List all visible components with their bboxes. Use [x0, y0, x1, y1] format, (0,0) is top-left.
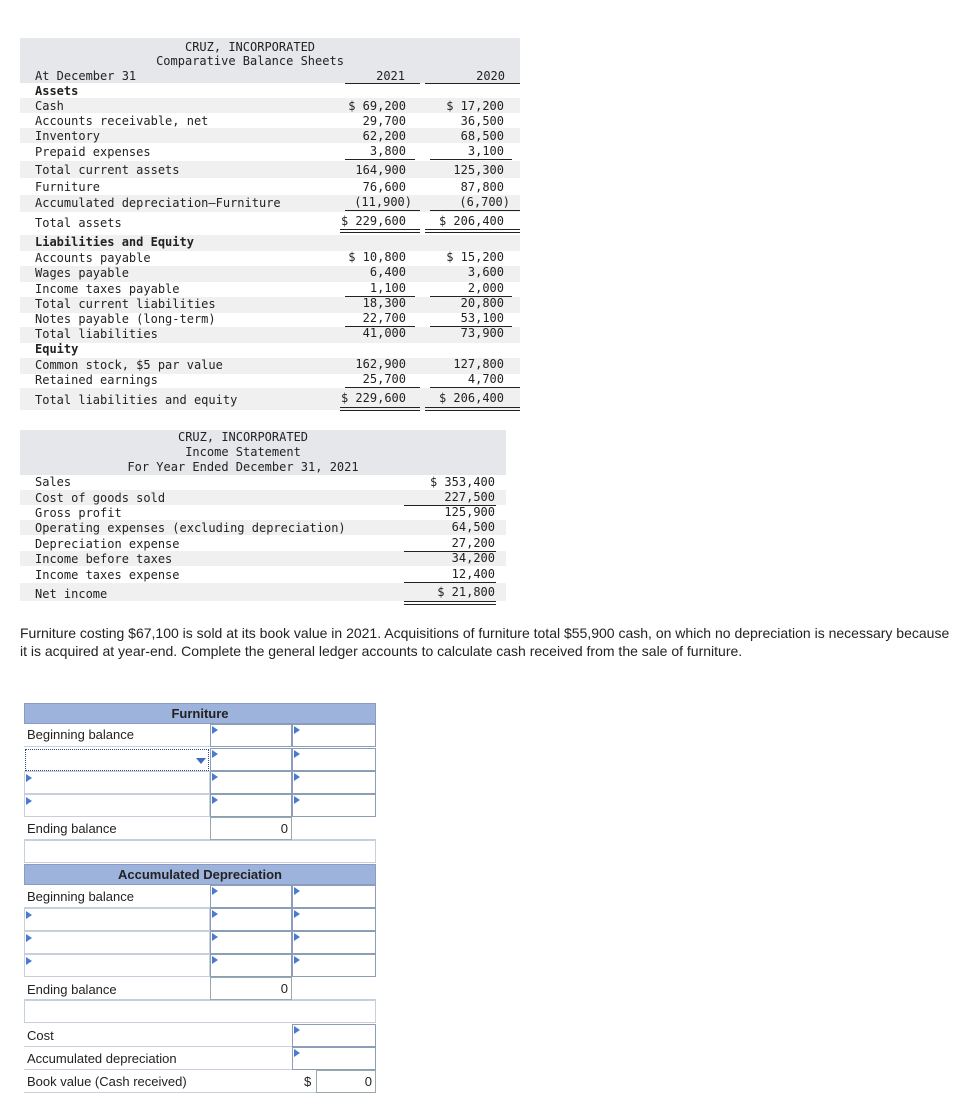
cash-label: Cash [35, 99, 64, 113]
re-label: Retained earnings [35, 373, 158, 387]
tl-label: Total liabilities [35, 327, 158, 341]
gp-label: Gross profit [35, 506, 122, 520]
np-2021: 22,700 [362, 311, 406, 325]
instructions-text: Furniture costing $67,100 is sold at its book value in 2021. Acquisitions of furniture total $55,900 cash, on which no depreciation is necessary because it is acquired at year-end. Complete the general ledger accounts to calculate cash received from the sale of furniture. [20, 625, 950, 659]
accdep-entry-1-credit[interactable] [292, 908, 376, 931]
prepaid-label: Prepaid expenses [35, 145, 151, 159]
wages-2020: 3,600 [467, 265, 504, 279]
furniture-entry-3-credit[interactable] [292, 794, 376, 817]
ni-value: $ 21,800 [437, 585, 495, 599]
accumulated-depreciation-label: Accumulated depreciation [27, 1051, 177, 1066]
furniture-beginning-label: Beginning balance [27, 727, 134, 742]
ar-label: Accounts receivable, net [35, 114, 209, 128]
tca-label: Total current assets [35, 163, 180, 177]
tcl-2020: 20,800 [460, 296, 504, 310]
ta-2021: $ 229,600 [340, 214, 406, 228]
accdep-entry-2-account[interactable] [24, 931, 210, 954]
inventory-2020: 68,500 [460, 129, 504, 143]
accdep-ledger [24, 864, 376, 1024]
furniture-label: Furniture [35, 180, 101, 194]
wages-label: Wages payable [35, 266, 129, 280]
book-value-summary [24, 1024, 376, 1094]
cs-2021: 162,900 [355, 357, 406, 371]
sales-value: $ 353,400 [429, 475, 495, 489]
np-2020: 53,100 [460, 311, 504, 325]
furniture-ledger-title: Furniture [24, 703, 376, 724]
is-period: For Year Ended December 31, 2021 [127, 460, 359, 474]
furniture-beginning-debit[interactable] [210, 724, 292, 747]
accdep-2020: (6,700) [459, 195, 510, 209]
cost-label: Cost [27, 1028, 54, 1043]
cash-2020: $ 17,200 [446, 99, 504, 113]
furniture-ending-label: Ending balance [27, 821, 117, 836]
tl-2020: 73,900 [460, 326, 504, 340]
tca-2020: 125,300 [453, 163, 504, 177]
ite-label: Income taxes expense [35, 568, 180, 582]
tle-2020: $ 206,400 [438, 391, 504, 405]
re-2020: 4,700 [467, 372, 504, 386]
cash-2021: $ 69,200 [348, 99, 406, 113]
tl-2021: 41,000 [362, 326, 406, 340]
ibt-label: Income before taxes [35, 552, 173, 566]
currency-symbol: $ [304, 1074, 312, 1089]
chevron-down-icon [196, 758, 206, 764]
accdep-beginning-debit[interactable] [210, 885, 292, 908]
opex-label: Operating expenses (excluding depreciation) [35, 521, 346, 535]
accdep-2021: (11,900) [354, 195, 412, 209]
ni-label: Net income [35, 587, 108, 601]
furniture-2021: 76,600 [362, 180, 406, 194]
accdep-beginning-credit[interactable] [292, 885, 376, 908]
is-title: Income Statement [185, 445, 301, 459]
bs-col-2020: 2020 [476, 69, 505, 83]
is-company: CRUZ, INCORPORATED [177, 430, 309, 444]
dep-label: Depreciation expense [35, 537, 180, 551]
cogs-label: Cost of goods sold [35, 491, 166, 505]
ar-2020: 36,500 [460, 114, 504, 128]
accdep-entry-3-debit[interactable] [210, 954, 292, 977]
accdep-entry-3-credit[interactable] [292, 954, 376, 977]
furniture-ending-amount: 0 [280, 821, 288, 836]
accdep-ending-amount: 0 [280, 981, 288, 996]
ap-2020: $ 15,200 [446, 250, 504, 264]
accdep-ending-value [210, 977, 292, 1000]
accdep-label: Accumulated depreciation—Furniture [35, 196, 281, 210]
furniture-entry-2-debit[interactable] [210, 771, 292, 794]
ar-2021: 29,700 [362, 114, 406, 128]
accdep-entry-2-debit[interactable] [210, 931, 292, 954]
le-header: Liabilities and Equity [35, 235, 194, 249]
tcl-label: Total current liabilities [35, 297, 216, 311]
ibt-value: 34,200 [451, 551, 495, 565]
ta-2020: $ 206,400 [438, 214, 504, 228]
furniture-entry-3-account[interactable] [24, 794, 210, 817]
furniture-beginning-credit[interactable] [292, 724, 376, 747]
accdep-entry-1-account[interactable] [24, 908, 210, 931]
ap-label: Accounts payable [35, 251, 151, 265]
cs-2020: 127,800 [453, 357, 504, 371]
accdep-ending-label: Ending balance [27, 982, 117, 997]
itp-label: Income taxes payable [35, 282, 180, 296]
cost-input[interactable] [292, 1024, 376, 1047]
accdep-beginning-label: Beginning balance [27, 889, 134, 904]
bs-col-2021: 2021 [376, 69, 405, 83]
accdep-entry-3-account[interactable] [24, 954, 210, 977]
furniture-entry-2-account[interactable] [24, 771, 210, 794]
prepaid-2021: 3,800 [369, 144, 406, 158]
accdep-entry-2-credit[interactable] [292, 931, 376, 954]
book-value-output [316, 1070, 376, 1093]
furniture-ledger [24, 703, 376, 863]
inventory-2021: 62,200 [362, 129, 406, 143]
cogs-value: 227,500 [444, 490, 495, 504]
tcl-2021: 18,300 [362, 296, 406, 310]
prepaid-2020: 3,100 [467, 144, 504, 158]
tle-2021: $ 229,600 [340, 391, 406, 405]
furniture-entry-2-credit[interactable] [292, 771, 376, 794]
opex-value: 64,500 [451, 520, 495, 534]
furniture-entry-1-dropdown[interactable] [25, 749, 209, 771]
furniture-entry-3-debit[interactable] [210, 794, 292, 817]
wages-2021: 6,400 [369, 265, 406, 279]
furniture-entry-1-credit[interactable] [292, 748, 376, 771]
dep-value: 27,200 [451, 536, 495, 550]
accdep-ledger-title: Accumulated Depreciation [24, 864, 376, 885]
ta-label: Total assets [35, 216, 122, 230]
itp-2021: 1,100 [369, 281, 406, 295]
bs-date-label: At December 31 [35, 69, 137, 83]
ap-2021: $ 10,800 [348, 250, 406, 264]
ite-value: 12,400 [451, 567, 495, 581]
accumulated-depreciation-input[interactable] [292, 1047, 376, 1070]
bs-title: Comparative Balance Sheets [156, 54, 344, 68]
np-label: Notes payable (long-term) [35, 312, 216, 326]
equity-header: Equity [35, 342, 79, 356]
book-value-amount: 0 [364, 1074, 372, 1089]
tca-2021: 164,900 [355, 163, 406, 177]
tle-label: Total liabilities and equity [35, 393, 238, 407]
sales-label: Sales [35, 475, 72, 489]
re-2021: 25,700 [362, 372, 406, 386]
furniture-entry-1-debit[interactable] [210, 748, 292, 771]
itp-2020: 2,000 [467, 281, 504, 295]
furniture-ending-value [210, 817, 292, 840]
inventory-label: Inventory [35, 129, 101, 143]
gp-value: 125,900 [444, 505, 495, 519]
cs-label: Common stock, $5 par value [35, 358, 223, 372]
accdep-entry-1-debit[interactable] [210, 908, 292, 931]
assets-header: Assets [35, 84, 79, 98]
furniture-2020: 87,800 [460, 180, 504, 194]
bs-company: CRUZ, INCORPORATED [184, 40, 316, 54]
book-value-label: Book value (Cash received) [27, 1074, 187, 1089]
